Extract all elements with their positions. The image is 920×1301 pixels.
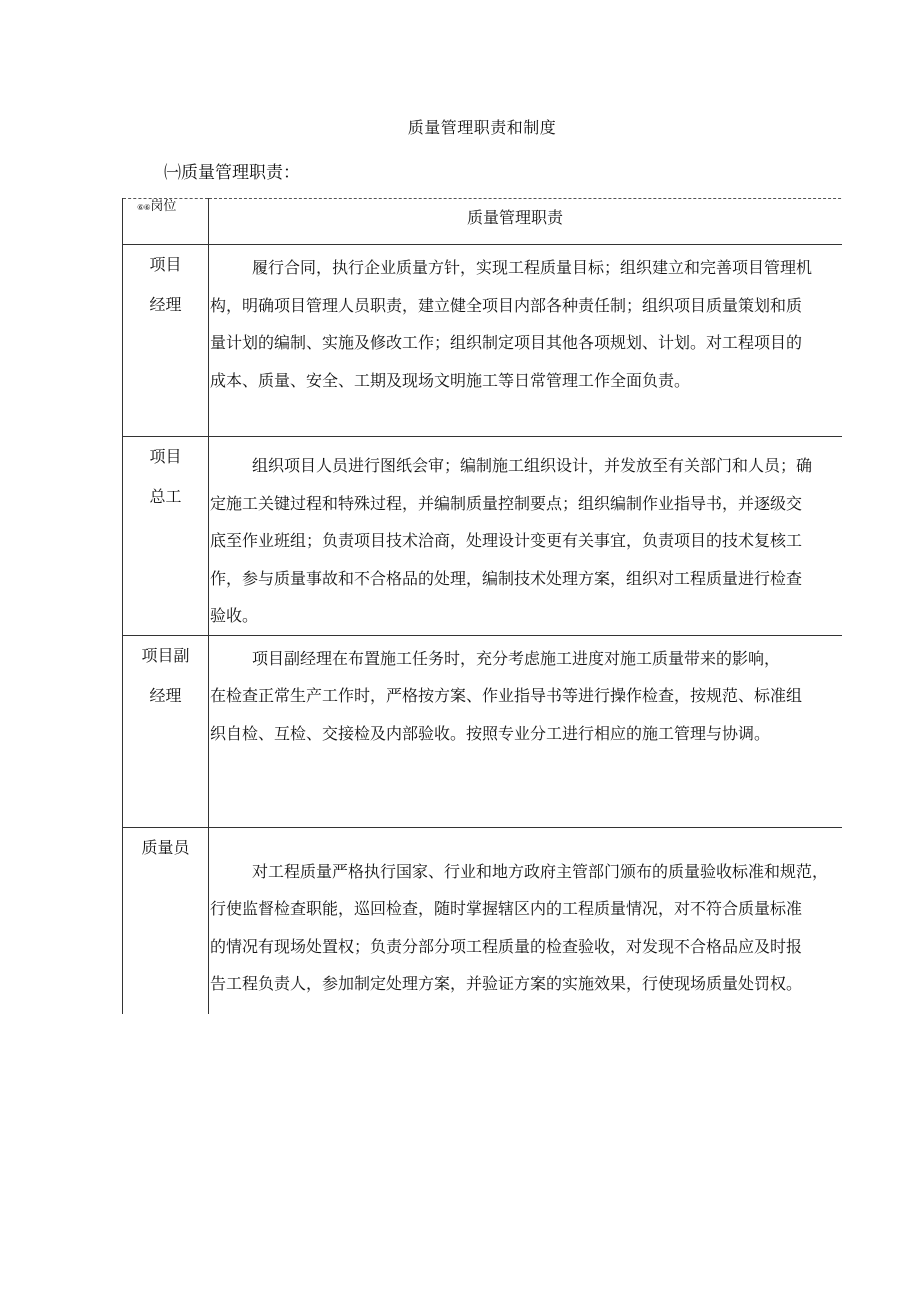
table-header-row: [123, 199, 843, 245]
duty-cell-deputy-manager: [209, 635, 843, 827]
document-title: 质量管理职责和制度: [407, 118, 557, 137]
post-line: 项目: [149, 447, 182, 466]
duty-table-container: [122, 198, 842, 1014]
duty-line: 行使监督检查职能，巡回检查，随时掌握辖区内的工程质量情况，对不符合质量标准: [210, 899, 803, 918]
duty-cell-chief-engineer: [209, 437, 843, 636]
section-heading: ㈠质量管理职责：: [164, 163, 300, 183]
duty-line: 的情况有现场处置权；负责分部分项工程质量的检查验收，对发现不合格品应及时报: [210, 936, 803, 956]
duty-line: 定施工关键过程和特殊过程，并编制质量控制要点；组织编制作业指导书，并逐级交: [210, 493, 803, 513]
post-header-prefix: ⑥⑥: [137, 203, 151, 212]
table-row: [123, 635, 843, 827]
post-line: 经理: [149, 295, 182, 314]
table-row: [123, 827, 843, 1014]
duty-line: 底至作业班组；负责项目技术洽商，处理设计变更有关事宜，负责项目的技术复核工: [210, 531, 803, 550]
duty-cell-quality-inspector: [209, 827, 843, 1014]
post-cell-project-manager: [123, 245, 209, 437]
duty-cell-project-manager: [209, 245, 843, 437]
duty-table: [122, 198, 842, 1014]
duty-line: 构，明确项目管理人员职责，建立健全项目内部各种责任制；组织项目质量策划和质: [210, 295, 803, 315]
post-line: 经理: [149, 685, 182, 705]
post-line: 质量员: [141, 837, 190, 857]
post-cell-quality-inspector: [123, 827, 209, 1014]
post-cell-chief-engineer: [123, 437, 209, 636]
duty-line: 项目副经理在布置施工任务时，充分考虑施工进度对施工质量带来的影响，: [252, 648, 781, 668]
duty-line: 验收。: [210, 606, 259, 625]
duty-header-cell: 质量管理职责: [209, 199, 843, 245]
duty-line: 作，参与质量事故和不合格品的处理，编制技术处理方案，组织对工程质量进行检查: [210, 568, 803, 588]
duty-line: 量计划的编制、实施及修改工作；组织制定项目其他各项规划、计划。对工程项目的: [210, 333, 803, 352]
duty-line: 对工程质量严格执行国家、行业和地方政府主管部门颁布的质量验收标准和规范，: [252, 861, 829, 881]
duty-line: 履行合同，执行企业质量方针，实现工程质量目标；组织建立和完善项目管理机: [252, 258, 813, 277]
post-cell-deputy-manager: [123, 635, 209, 827]
post-header-cell: [123, 199, 209, 245]
post-line: 项目: [149, 255, 182, 274]
post-line: 项目副: [141, 645, 190, 665]
post-line: 总工: [149, 487, 182, 506]
duty-line: 织自检、互检、交接检及内部验收。按照专业分工进行相应的施工管理与协调。: [210, 723, 771, 743]
duty-line: 组织项目人员进行图纸会审；编制施工组织设计，并发放至有关部门和人员；确: [252, 456, 813, 475]
duty-line: 成本、质量、安全、工期及现场文明施工等日常管理工作全面负责。: [210, 370, 691, 390]
table-row: [123, 245, 843, 437]
post-header-label: 岗位: [150, 199, 177, 214]
duty-line: 告工程负责人，参加制定处理方案，并验证方案的实施效果，行使现场质量处罚权。: [210, 974, 803, 993]
table-row: [123, 437, 843, 636]
duty-line: 在检查正常生产工作时，严格按方案、作业指导书等进行操作检查，按规范、标准组: [210, 686, 803, 705]
